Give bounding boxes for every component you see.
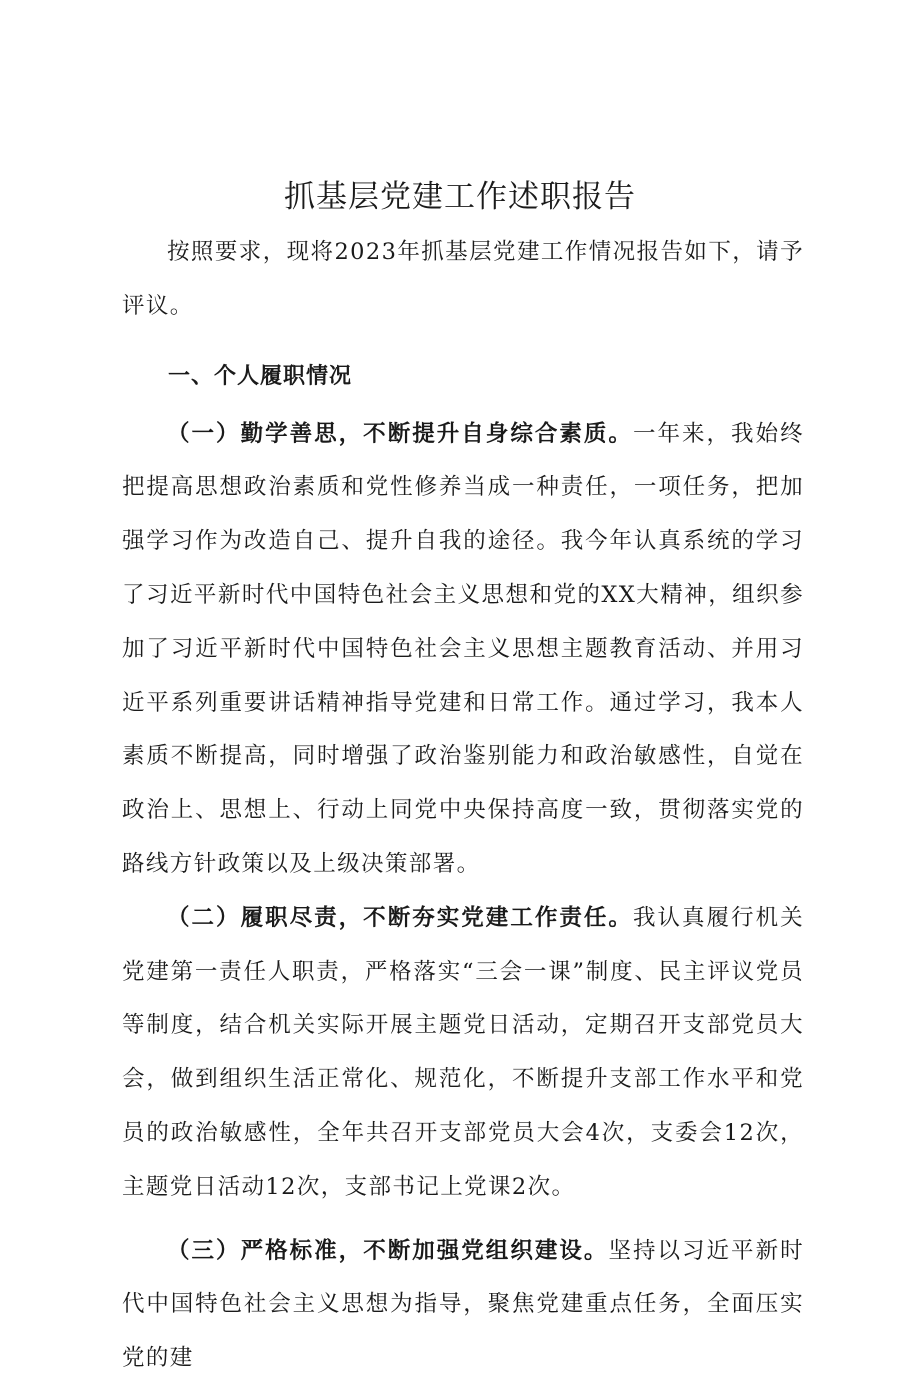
paragraph-text: 我认真履行机关党建第一责任人职责，严格落实“三会一课”制度、民主评议党员等制度，结合机关实际开展主题党日活动，定期召开支部党员大会，做到组织生活正常化、规范化，不断提升支部工作水平和党员的政治敏感性，全年共召开支部党员大会4次，支委会12次，主题党日活动12次，支部书记上党课2次。 [122,904,804,1200]
paragraph-1 [122,408,804,892]
paragraph-lead: （三）严格标准，不断加强党组织建设。 [167,1237,609,1264]
document-title: 抓基层党建工作述职报告 [284,179,636,215]
paragraph-2 [122,892,804,1215]
paragraph-text: 一年来，我始终把提高思想政治素质和党性修养当成一种责任，一项任务，把加强学习作为改造自己、提升自我的途径。我今年认真系统的学习了习近平新时代中国特色社会主义思想和党的XX大精神，组织参加了习近平新时代中国特色社会主义思想主题教育活动、并用习近平系列重要讲话精神指导党建和日常工作。通过学习，我本人素质不断提高，同时增强了政治鉴别能力和政治敏感性，自觉在政治上、思想上、行动上同党中央保持高度一致，贯彻落实党的路线方针政策以及上级决策部署。 [122,420,804,877]
paragraph-lead: （一）勤学善思，不断提升自身综合素质。 [167,420,633,447]
paragraph-3 [122,1225,804,1386]
spacer [122,1215,804,1225]
paragraph-lead: （二）履职尽责，不断夯实党建工作责任。 [167,904,633,931]
section-heading: 一、个人履职情况 [168,363,353,389]
paragraph-text: 坚持以习近平新时代中国特色社会主义思想为指导，聚焦党建重点任务，全面压实党的建 [122,1237,805,1372]
intro-paragraph: 按照要求，现将2023年抓基层党建工作情况报告如下，请予评议。 [122,239,804,319]
spacer [122,334,804,344]
document-body [122,226,804,1386]
